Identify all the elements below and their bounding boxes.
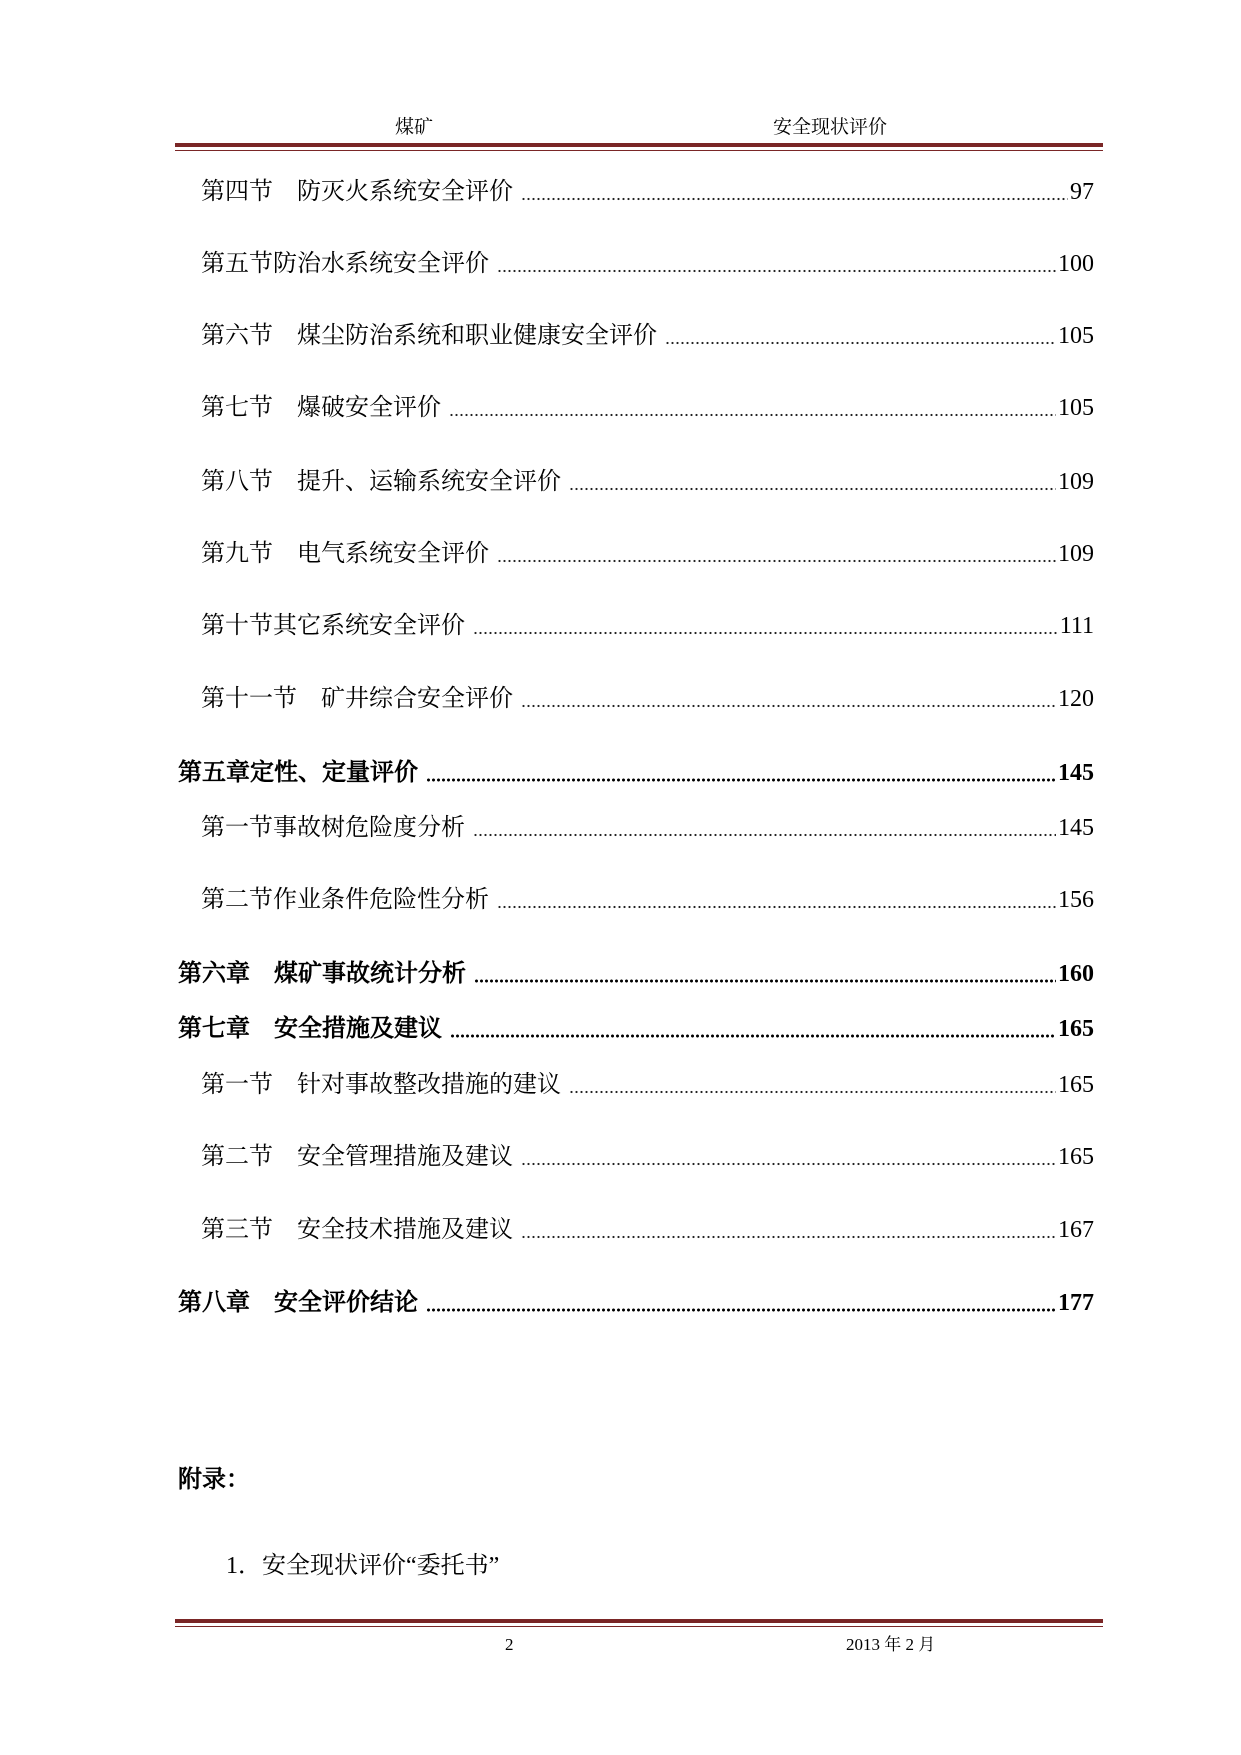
toc-page-number: 105: [1058, 323, 1094, 349]
toc-entry-title: 第五章定性、定量评价: [178, 760, 418, 786]
toc-dot-leader: [450, 1034, 1056, 1038]
toc-page-number: 145: [1058, 815, 1094, 841]
toc-page-number: 160: [1058, 961, 1094, 987]
header-rule-thin: [175, 150, 1103, 151]
toc-dot-leader: [569, 487, 1056, 491]
appendix-item: 1．安全现状评价“委托书”: [226, 1553, 500, 1579]
toc-entry-title: 第八章 安全评价结论: [178, 1290, 418, 1316]
toc-chapter-entry[interactable]: [178, 1013, 1094, 1045]
toc-section-entry[interactable]: [201, 176, 1094, 208]
toc-page-number: 165: [1058, 1144, 1094, 1170]
toc-chapter-entry[interactable]: [178, 757, 1094, 789]
appendix-title: 附录：: [178, 1467, 250, 1493]
toc-page-number: 109: [1058, 541, 1094, 567]
toc-entry-title: 第二节 安全管理措施及建议: [201, 1144, 513, 1170]
toc-dot-leader: [473, 833, 1056, 837]
toc-section-entry[interactable]: [201, 812, 1094, 844]
toc-entry-title: 第九节 电气系统安全评价: [201, 541, 489, 567]
footer-rule-thick: [175, 1619, 1103, 1623]
toc-section-entry[interactable]: [201, 538, 1094, 570]
toc-section-entry[interactable]: [201, 320, 1094, 352]
toc-entry-title: 第七章 安全措施及建议: [178, 1016, 442, 1042]
toc-dot-leader: [426, 1308, 1056, 1312]
toc-page-number: 145: [1058, 760, 1094, 786]
toc-page-number: 111: [1059, 613, 1094, 639]
toc-page-number: 100: [1058, 251, 1094, 277]
toc-page-number: 177: [1058, 1290, 1094, 1316]
toc-entry-title: 第七节 爆破安全评价: [201, 395, 441, 421]
toc-entry-title: 第三节 安全技术措施及建议: [201, 1217, 513, 1243]
toc-entry-title: 第十节其它系统安全评价: [201, 613, 465, 639]
toc-dot-leader: [474, 979, 1056, 983]
toc-entry-title: 第一节 针对事故整改措施的建议: [201, 1072, 561, 1098]
toc-dot-leader: [665, 341, 1056, 345]
toc-entry-title: 第八节 提升、运输系统安全评价: [201, 469, 561, 495]
header-rule-thick: [175, 143, 1103, 147]
toc-chapter-entry[interactable]: [178, 1287, 1094, 1319]
toc-section-entry[interactable]: [201, 1214, 1094, 1246]
toc-dot-leader: [497, 559, 1056, 563]
footer-date: 2013 年 2 月: [846, 1635, 936, 1654]
footer-page-number: 2: [505, 1635, 514, 1654]
toc-section-entry[interactable]: [201, 884, 1094, 916]
toc-section-entry[interactable]: [201, 610, 1094, 642]
toc-entry-title: 第十一节 矿井综合安全评价: [201, 686, 513, 712]
toc-section-entry[interactable]: [201, 683, 1094, 715]
toc-page-number: 120: [1058, 686, 1094, 712]
toc-section-entry[interactable]: [201, 466, 1094, 498]
toc-dot-leader: [449, 413, 1056, 417]
toc-entry-title: 第五节防治水系统安全评价: [201, 251, 489, 277]
header-right-text: 安全现状评价: [773, 117, 888, 138]
toc-dot-leader: [497, 905, 1056, 909]
toc-dot-leader: [426, 778, 1056, 782]
toc-dot-leader: [521, 1162, 1056, 1166]
toc-page-number: 109: [1058, 469, 1094, 495]
toc-entry-title: 第二节作业条件危险性分析: [201, 887, 489, 913]
toc-page-number: 156: [1058, 887, 1094, 913]
toc-entry-title: 第六章 煤矿事故统计分析: [178, 961, 466, 987]
toc-page-number: 97: [1070, 179, 1094, 205]
toc-dot-leader: [521, 1235, 1056, 1239]
toc-entry-title: 第一节事故树危险度分析: [201, 815, 465, 841]
toc-dot-leader: [473, 631, 1058, 635]
toc-chapter-entry[interactable]: [178, 958, 1094, 990]
toc-dot-leader: [521, 197, 1068, 201]
toc-entry-title: 第四节 防灭火系统安全评价: [201, 179, 513, 205]
toc-section-entry[interactable]: [201, 1141, 1094, 1173]
toc-section-entry[interactable]: [201, 248, 1094, 280]
header-left-text: 煤矿: [395, 117, 434, 138]
footer-rule-thin: [175, 1626, 1103, 1627]
toc-dot-leader: [497, 269, 1056, 273]
toc-dot-leader: [569, 1090, 1056, 1094]
toc-page-number: 167: [1058, 1217, 1094, 1243]
toc-dot-leader: [521, 704, 1056, 708]
toc-page-number: 165: [1058, 1016, 1094, 1042]
toc-section-entry[interactable]: [201, 1069, 1094, 1101]
toc-page-number: 165: [1058, 1072, 1094, 1098]
toc-page-number: 105: [1058, 395, 1094, 421]
toc-entry-title: 第六节 煤尘防治系统和职业健康安全评价: [201, 323, 657, 349]
toc-section-entry[interactable]: [201, 392, 1094, 424]
